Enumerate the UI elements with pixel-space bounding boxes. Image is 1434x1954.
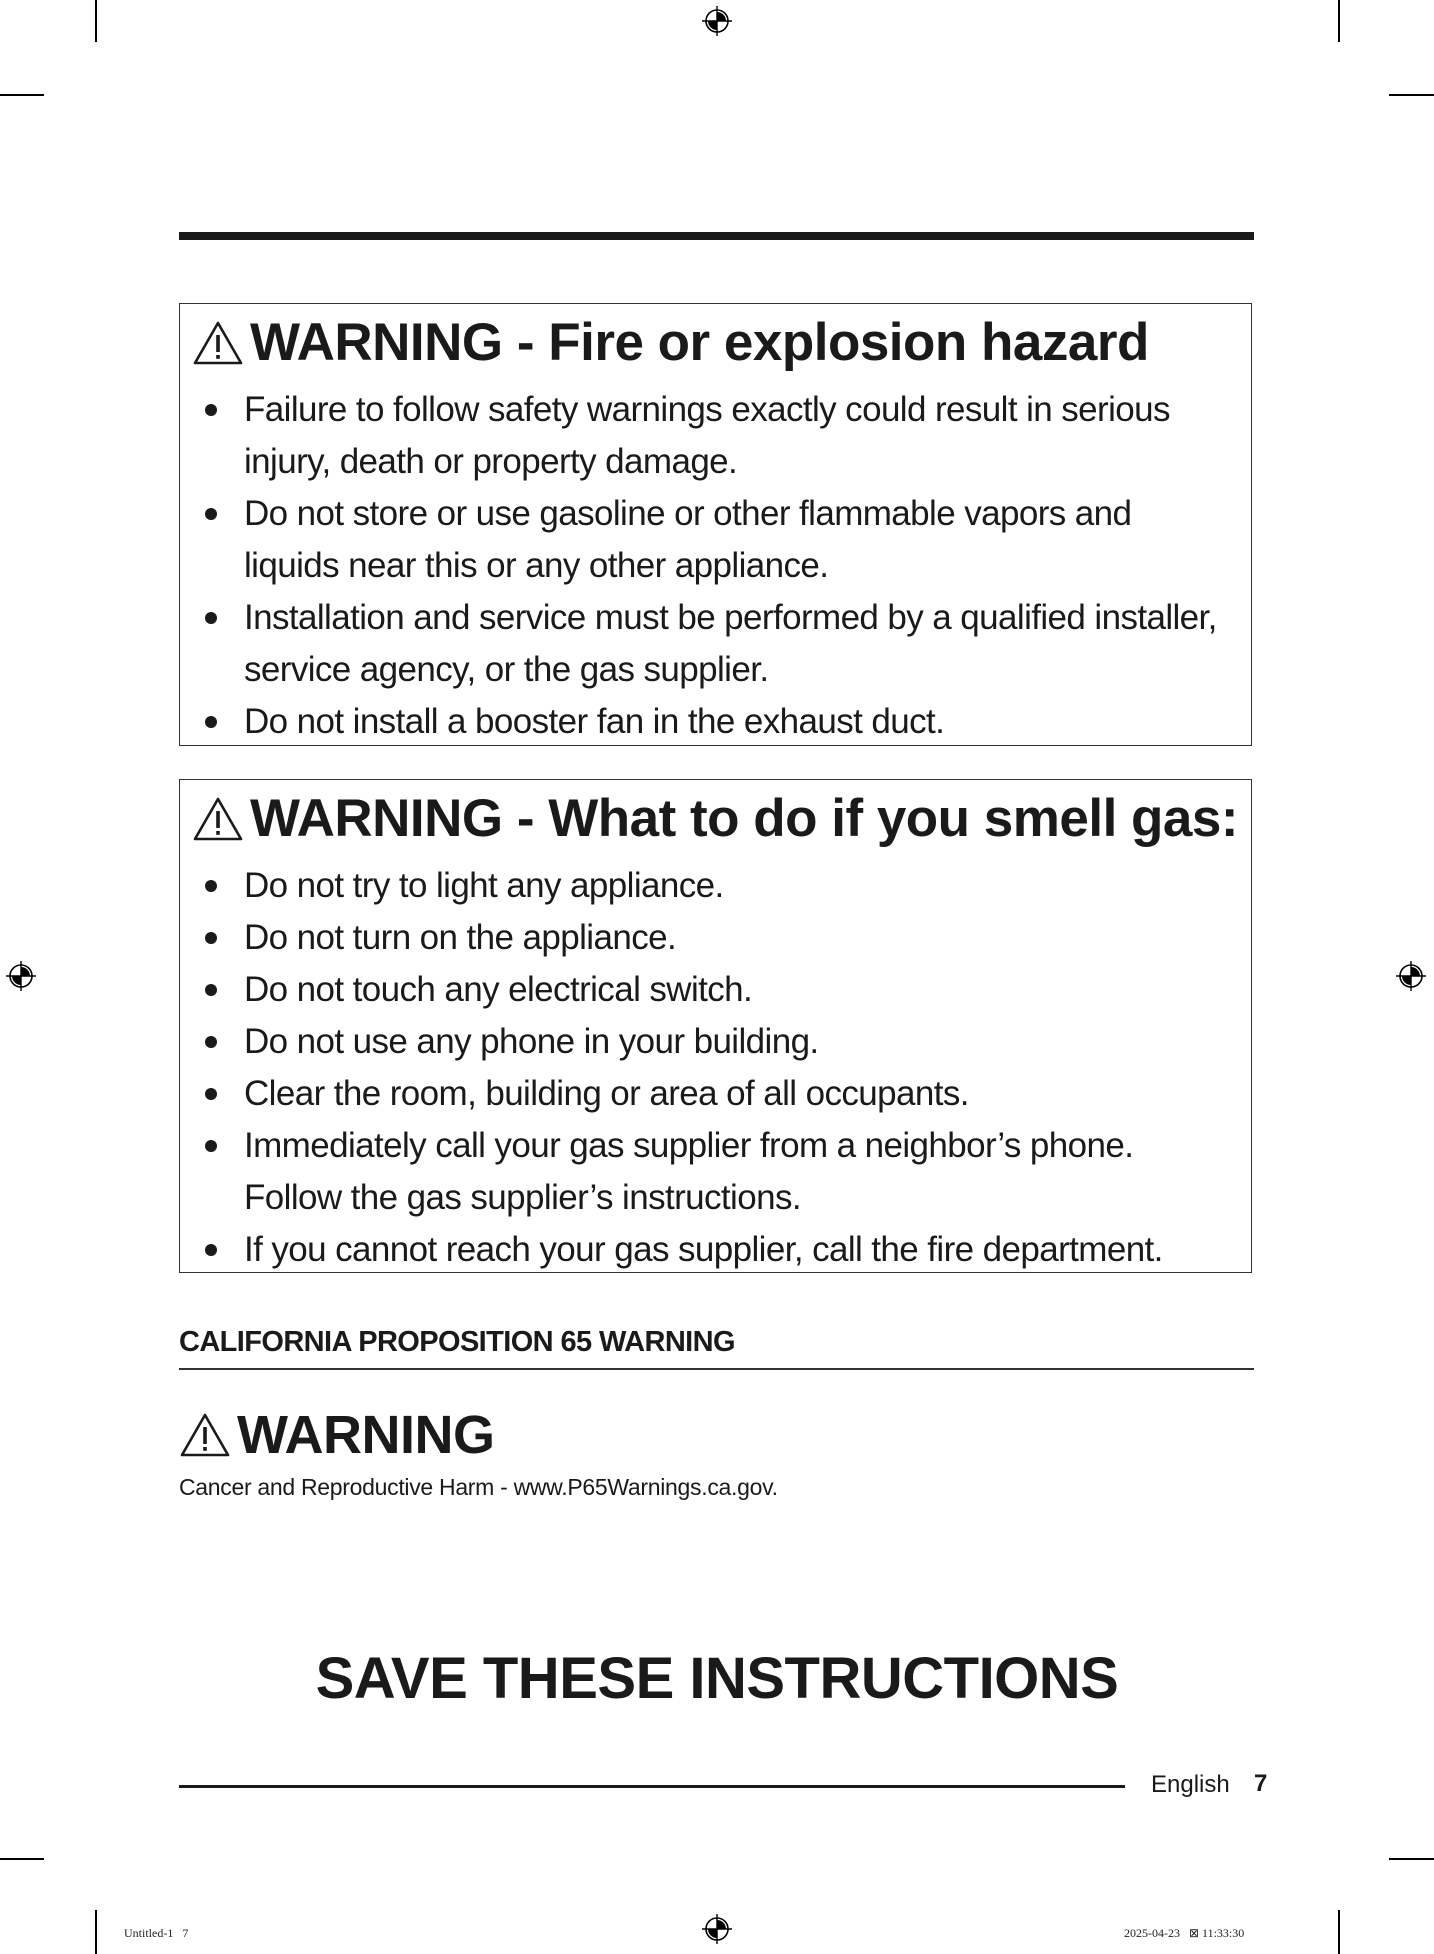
bullet xyxy=(205,716,217,728)
smell-gas-list xyxy=(194,860,1231,1276)
list-item-text: Do not touch any electrical switch. xyxy=(244,970,753,1009)
warning-triangle-icon xyxy=(192,796,244,842)
bullet xyxy=(205,984,217,996)
list-item xyxy=(194,1224,1231,1276)
list-item-text: Do not use any phone in your building. xyxy=(244,1022,819,1061)
crop-mark xyxy=(95,0,97,42)
bullet xyxy=(205,1140,217,1152)
list-item xyxy=(194,912,1231,964)
crop-mark xyxy=(0,94,44,96)
bullet xyxy=(205,508,217,520)
bullet xyxy=(205,612,217,624)
smell-gas-title-text: WARNING - What to do if you smell gas: xyxy=(250,789,1238,848)
smell-gas-warning-box xyxy=(179,779,1252,1273)
prop65-text: Cancer and Reproductive Harm - www.P65Warnings.ca.gov. xyxy=(179,1474,778,1500)
list-item-text: Failure to follow safety warnings exactly could result in serious injury, death or property damage. xyxy=(244,390,1170,481)
prop65-rule xyxy=(179,1368,1254,1370)
crop-mark xyxy=(1338,1910,1340,1954)
list-item-text: Do not turn on the appliance. xyxy=(244,918,677,957)
list-item-text: Do not install a booster fan in the exhaust duct. xyxy=(244,702,945,741)
list-item xyxy=(194,1016,1231,1068)
print-slug-file: Untitled-1 7 xyxy=(124,1926,189,1940)
header-rule xyxy=(179,232,1254,240)
list-item xyxy=(194,1068,1231,1120)
fire-hazard-title xyxy=(192,312,1149,373)
bullet xyxy=(205,1244,217,1256)
list-item-text: If you cannot reach your gas supplier, call the fire department. xyxy=(244,1230,1163,1269)
bullet xyxy=(205,880,217,892)
list-item-text: Clear the room, building or area of all occupants. xyxy=(244,1074,969,1113)
list-item xyxy=(194,1120,1231,1224)
prop65-heading: CALIFORNIA PROPOSITION 65 WARNING xyxy=(179,1326,735,1358)
fire-hazard-title-text: WARNING - Fire or explosion hazard xyxy=(250,313,1149,372)
registration-mark-icon xyxy=(702,6,732,36)
list-item-text: Immediately call your gas supplier from a neighbor’s phone. Follow the gas supplier’s instructions. xyxy=(244,1126,1134,1217)
list-item xyxy=(194,860,1231,912)
bullet xyxy=(205,1088,217,1100)
warning-triangle-icon xyxy=(179,1412,231,1458)
fire-hazard-list xyxy=(194,384,1231,748)
crop-mark xyxy=(1389,94,1434,96)
crop-mark xyxy=(0,1858,44,1860)
smell-gas-title xyxy=(192,788,1238,849)
prop65-warning-label xyxy=(179,1404,494,1466)
list-item-text: Do not try to light any appliance. xyxy=(244,866,724,905)
list-item-text: Do not store or use gasoline or other flammable vapors and liquids near this or any other appliance. xyxy=(244,494,1132,585)
list-item xyxy=(194,696,1231,748)
bullet xyxy=(205,1036,217,1048)
crop-mark xyxy=(1338,0,1340,42)
list-item xyxy=(194,592,1231,696)
registration-mark-icon xyxy=(6,961,36,991)
prop65-warning-text: WARNING xyxy=(237,1405,495,1465)
list-item xyxy=(194,488,1231,592)
list-item xyxy=(194,384,1231,488)
registration-mark-icon xyxy=(702,1914,732,1944)
footer-rule xyxy=(179,1785,1125,1788)
bullet xyxy=(205,932,217,944)
list-item-text: Installation and service must be performed by a qualified installer, service agency, or the gas supplier. xyxy=(244,598,1217,689)
registration-mark-icon xyxy=(1396,961,1426,991)
bullet xyxy=(205,404,217,416)
warning-triangle-icon xyxy=(192,320,244,366)
list-item xyxy=(194,964,1231,1016)
print-slug-timestamp: 2025-04-23 ⊠ 11:33:30 xyxy=(1124,1926,1245,1940)
page-number: 7 xyxy=(1254,1770,1268,1797)
crop-mark xyxy=(95,1910,97,1954)
fire-hazard-warning-box xyxy=(179,303,1252,746)
footer-language: English xyxy=(1151,1771,1230,1798)
crop-mark xyxy=(1389,1858,1434,1860)
save-instructions-heading: SAVE THESE INSTRUCTIONS xyxy=(315,1646,1119,1711)
